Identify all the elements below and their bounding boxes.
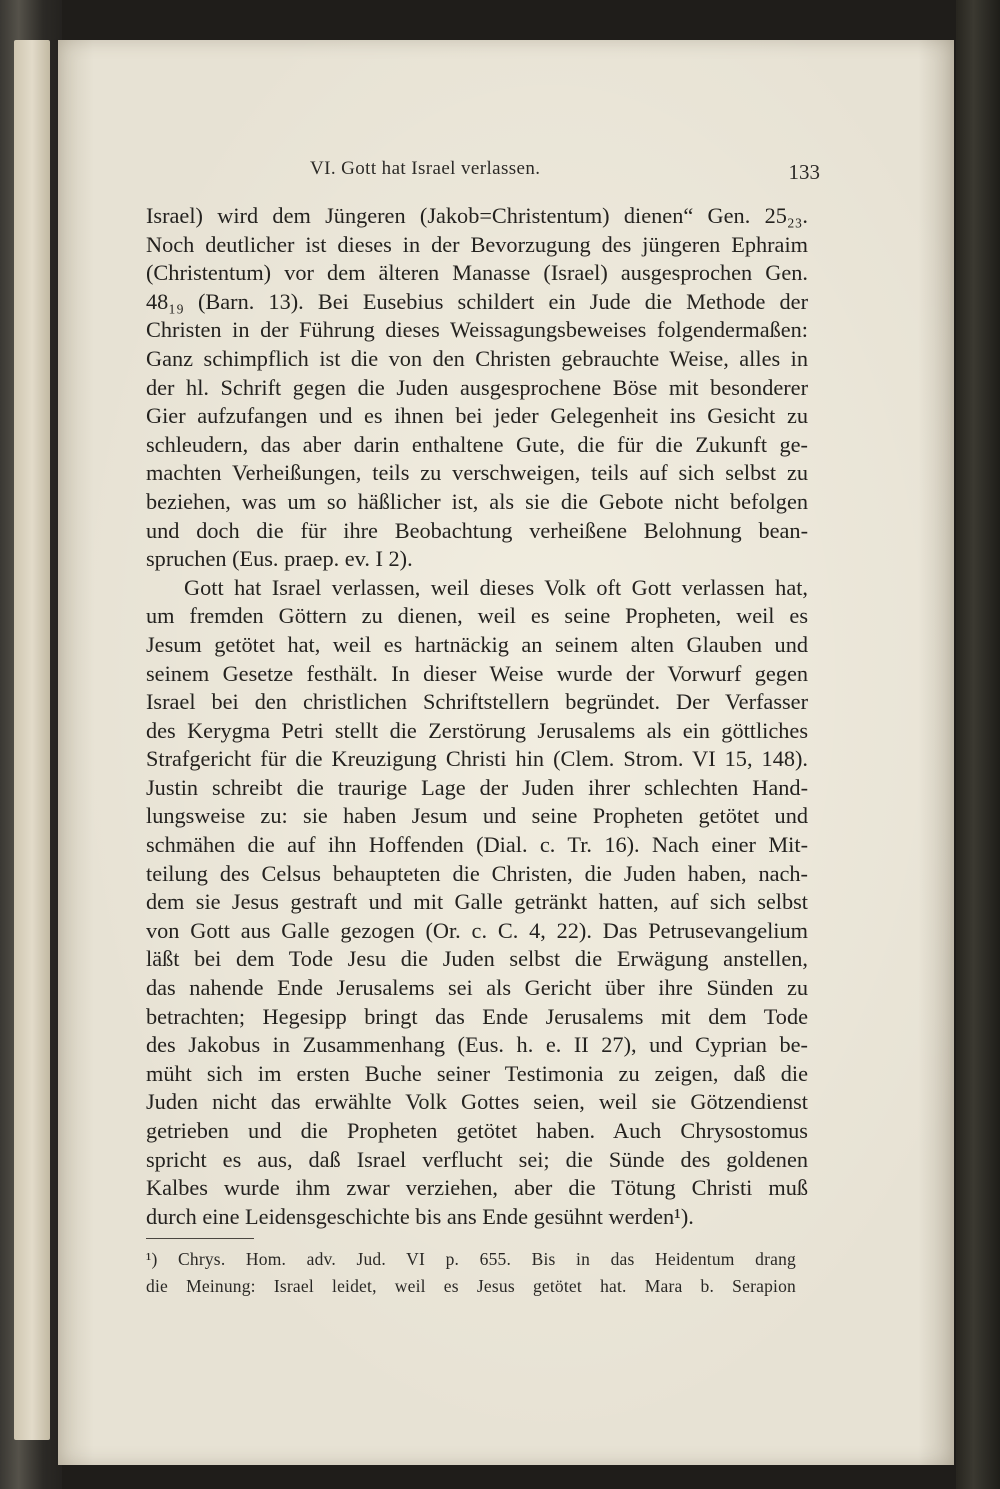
text-line: Jesum getötet hat, weil es hartnäckig an seinem alten Glauben und [146, 631, 808, 657]
book-binding-right [956, 0, 1000, 1489]
text-line: und doch die für ihre Beobachtung verheißene Belohnung bean- [146, 517, 808, 543]
footnote-line: die Meinung: Israel leidet, weil es Jesus getötet hat. Mara b. Serapion [146, 1276, 796, 1296]
previous-page-edge [14, 40, 50, 1440]
text-line: des Kerygma Petri stellt die Zerstörung Jerusalems als ein göttliches [146, 717, 808, 743]
text-line: teilung des Celsus behaupteten die Christen, die Juden haben, nach- [146, 860, 808, 886]
paragraph-start-line: Gott hat Israel verlassen, weil dieses Volk oft Gott verlassen hat, [184, 574, 808, 600]
text-line: machten Verheißungen, teils zu verschweigen, teils auf sich selbst zu [146, 460, 808, 486]
text-line: Ganz schimpflich ist die von den Christen gebrauchte Weise, alles in [146, 345, 808, 371]
text-line: getrieben und die Propheten getötet haben. Auch Chrysostomus [146, 1118, 808, 1143]
text-line: Strafgericht für die Kreuzigung Christi hin (Clem. Strom. VI 15, 148). [146, 746, 808, 772]
text-line: Noch deutlicher ist dieses in der Bevorzugung des jüngeren Ephraim [146, 231, 808, 257]
text-line: seinem Gesetze festhält. In dieser Weise wurde der Vorwurf gegen [146, 660, 808, 686]
text-line: Juden nicht das erwählte Volk Gottes seien, weil sie Götzendienst [146, 1089, 808, 1115]
text-line: schleudern, das aber darin enthaltene Gute, die für die Zukunft ge- [146, 431, 808, 457]
running-title: VI. Gott hat Israel verlassen. [310, 158, 541, 179]
footnotes [146, 1246, 796, 1300]
text-line: des Jakobus in Zusammenhang (Eus. h. e. II 27), und Cyprian be- [146, 1032, 808, 1058]
footnote-line: ¹) Chrys. Hom. adv. Jud. VI p. 655. Bis in das Heidentum drang [146, 1249, 796, 1269]
text-line: Gier aufzufangen und es ihnen bei jeder Gelegenheit ins Gesicht zu [146, 403, 808, 429]
text-line: Kalbes wurde ihm zwar verziehen, aber die Tötung Christi muß [146, 1175, 808, 1201]
text-line: dem sie Jesus gestraft und mit Galle getränkt hatten, auf sich selbst [146, 889, 808, 915]
text-line: schmähen die auf ihn Hoffenden (Dial. c. Tr. 16). Nach einer Mit- [146, 832, 808, 858]
text-line: Israel bei den christlichen Schriftstellern begründet. Der Verfasser [146, 689, 808, 715]
text-line: Christen in der Führung dieses Weissagungsbeweises folgendermaßen: [146, 317, 808, 343]
text-line: betrachten; Hegesipp bringt das Ende Jerusalems mit dem Tode [146, 1003, 808, 1029]
text-line: das nahende Ende Jerusalems sei als Gericht über ihre Sünden zu [146, 975, 808, 1001]
text-line: Israel) wird dem Jüngeren (Jakob=Christentum) dienen“ Gen. 25₂₃. [146, 203, 808, 228]
footnote-rule [146, 1238, 254, 1239]
body-text [146, 202, 808, 1231]
text-line: lungsweise zu: sie haben Jesum und seine Propheten getötet und [146, 803, 808, 829]
text-line: läßt bei dem Tode Jesu die Juden selbst die Erwägung anstellen, [146, 946, 808, 972]
page-number: 133 [788, 160, 820, 184]
text-line: spricht es aus, daß Israel verflucht sei; die Sünde des goldenen [146, 1146, 808, 1172]
text-line: Justin schreibt die traurige Lage der Juden ihrer schlechten Hand- [146, 774, 808, 800]
paragraph-end-line: durch eine Leidensgeschichte bis ans Ende gesühnt werden¹). [146, 1203, 694, 1229]
book-binding-left [0, 0, 62, 1489]
text-line: von Gott aus Galle gezogen (Or. c. C. 4, 22). Das Petrusevangelium [146, 917, 808, 943]
text-line: 48₁₉ (Barn. 13). Bei Eusebius schildert ein Jude die Methode der [146, 288, 808, 314]
paragraph-end-line: spruchen (Eus. praep. ev. I 2). [146, 546, 413, 572]
text-line: beziehen, was um so häßlicher ist, als sie die Gebote nicht befolgen [146, 488, 808, 514]
text-line: der hl. Schrift gegen die Juden ausgesprochene Böse mit besonderer [146, 374, 808, 400]
page-header [310, 158, 820, 188]
text-line: (Christentum) vor dem älteren Manasse (Israel) ausgesprochen Gen. [146, 260, 808, 286]
text-line: um fremden Göttern zu dienen, weil es seine Propheten, weil es [146, 603, 808, 629]
text-line: müht sich im ersten Buche seiner Testimonia zu zeigen, daß die [146, 1060, 808, 1086]
